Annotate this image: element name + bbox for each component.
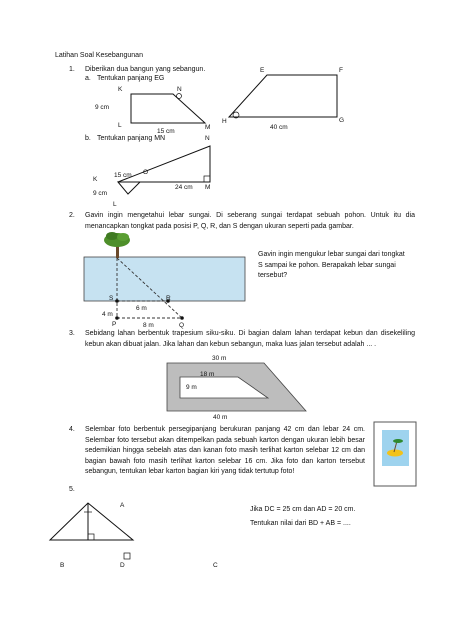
label-f: F	[339, 67, 343, 74]
label-q: Q	[179, 322, 185, 329]
label-b-k: K	[93, 176, 98, 183]
label-g: G	[339, 117, 345, 124]
label-9cm: 9 cm	[95, 104, 110, 111]
label-m: M	[205, 124, 211, 131]
label-b: B	[60, 562, 65, 569]
right-angle-box	[124, 553, 130, 559]
q1b-letter: b.	[85, 135, 91, 142]
q2-text: Gavin ingin mengetahui lebar sungai. Di seberang sungai terdapat sebuah pohon. Untuk itu dia menancapkan tongkat pada posisi P, Q, R, dan S dengan ukuran seperti pada gambar.	[85, 212, 415, 230]
q3-text: Sebidang lahan berbentuk trapesium siku-siku. Di bagian dalam lahan terdapat kebun dan disekeliling kebun akan dibuat jalan. Jika lahan dan kebun sebangun, maka luas jalan tersebut adalah ... .	[85, 330, 415, 348]
label-15cm: 15 cm	[157, 128, 175, 135]
q1-text: Diberikan dua bangun yang sebangun.	[85, 66, 206, 73]
q2-number: 2.	[69, 212, 75, 219]
q1-number: 1.	[69, 66, 75, 73]
label-a: A	[120, 502, 125, 509]
q5-given: Jika DC = 25 cm dan AD = 20 cm.	[250, 506, 356, 513]
label-p: P	[112, 321, 117, 328]
q1a-letter: a.	[85, 75, 91, 82]
label-d: D	[120, 562, 125, 569]
q4-text: Selembar foto berbentuk persegipanjang berukuran panjang 42 cm dan lebar 24 cm. Selembar foto tersebut akan ditempelkan pada sebuah karton dengan ukuran lebih besar sedemikian hingga sebelah atas dan kanan foto masih terlihat karton selebar 12 cm dan bagian bawah foto masih terlihat karton selebar 16 cm. Jika foto dan karton tersebut sebangun, tentukan lebar karton bagian kiri yang tidak tertutup foto!	[85, 426, 365, 475]
label-l: L	[118, 122, 122, 129]
q3-number: 3.	[69, 330, 75, 337]
label-4m: 4 m	[102, 311, 113, 318]
label-30m: 30 m	[212, 355, 227, 362]
label-b-15cm: 15 cm	[114, 172, 132, 179]
label-b-o: O	[143, 169, 149, 176]
q2-side-text: Gavin ingin mengukur lebar sungai dari tongkat S sampai ke pohon. Berapakah lebar sungai tersebut?	[258, 251, 405, 279]
label-s: S	[109, 295, 114, 302]
label-40m: 40 m	[213, 414, 228, 421]
q1a-text: Tentukan panjang EG	[97, 75, 165, 82]
label-6m: 6 m	[136, 305, 147, 312]
label-b-24cm: 24 cm	[175, 184, 193, 191]
q5-ask: Tentukan nilai dari BD + AB = ....	[250, 520, 351, 527]
label-k: K	[118, 86, 123, 93]
q4-number: 4.	[69, 426, 75, 433]
page-title: Latihan Soal Kesebangunan	[55, 52, 143, 59]
label-40cm: 40 cm	[270, 124, 288, 131]
label-b-n: N	[205, 135, 210, 142]
label-n: N	[177, 86, 182, 93]
label-8m: 8 m	[143, 322, 154, 329]
label-b-m: M	[205, 184, 211, 191]
label-18m: 18 m	[200, 371, 215, 378]
label-9m: 9 m	[186, 384, 197, 391]
label-b-l: L	[113, 201, 117, 208]
label-e: E	[260, 67, 265, 74]
q1b-text: Tentukan panjang MN	[97, 135, 166, 142]
label-c: C	[213, 562, 218, 569]
q5-number: 5.	[69, 486, 75, 493]
label-r: R	[166, 295, 171, 302]
label-h: H	[222, 118, 227, 125]
label-b-9cm: 9 cm	[93, 190, 108, 197]
